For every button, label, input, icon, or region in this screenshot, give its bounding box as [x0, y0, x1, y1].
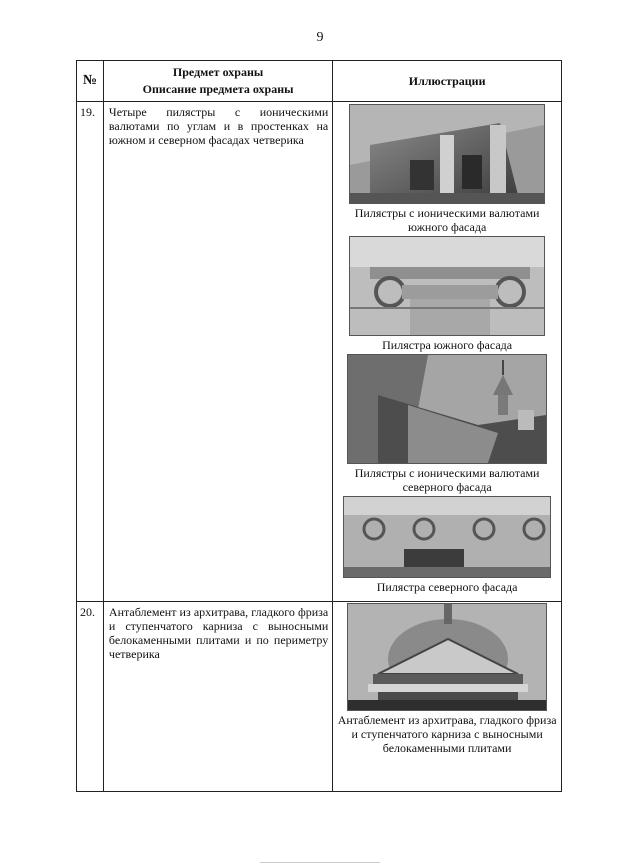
photo-south-facade-pilasters	[349, 104, 545, 204]
photo-south-pilaster-capital	[349, 236, 545, 336]
illustrations-cell	[333, 602, 562, 792]
figure-caption: Пилястра южного фасада	[382, 338, 513, 352]
table-row	[77, 602, 562, 792]
photo-north-pilaster	[343, 496, 551, 578]
page-number: 9	[316, 30, 324, 45]
figure-caption: Пилястры с ионическими валютами северного фасада	[354, 466, 540, 494]
header-number: №	[77, 61, 104, 102]
photo-entablature	[347, 603, 547, 711]
figure-caption: Пилястры с ионическими валютами южного фасада	[354, 206, 540, 234]
table-header-row	[77, 61, 562, 102]
row-description: Антаблемент из архитрава, гладкого фриза и ступенчатого карниза с выносными белокаменными плитами и по периметру четверика	[103, 602, 332, 792]
protection-subject-table	[76, 60, 562, 792]
header-subject	[103, 61, 332, 102]
figure-caption: Антаблемент из архитрава, гладкого фриза и ступенчатого карниза с выносными белокаменными плитами	[337, 713, 557, 755]
divider	[260, 862, 380, 863]
illustrations-cell	[333, 102, 562, 602]
photo-north-facade-pilasters	[347, 354, 547, 464]
figure-caption: Пилястра северного фасада	[376, 580, 518, 594]
row-number: 19.	[77, 102, 104, 602]
header-subject-title: Предмет охраны	[172, 65, 264, 79]
header-illustrations: Иллюстрации	[333, 61, 562, 102]
table-row	[77, 102, 562, 602]
row-number: 20.	[77, 602, 104, 792]
row-description: Четыре пилястры с ионическими валютами по углам и в простенках на южном и северном фасадах четверика	[103, 102, 332, 602]
header-subject-description: Описание предмета охраны	[142, 82, 294, 96]
